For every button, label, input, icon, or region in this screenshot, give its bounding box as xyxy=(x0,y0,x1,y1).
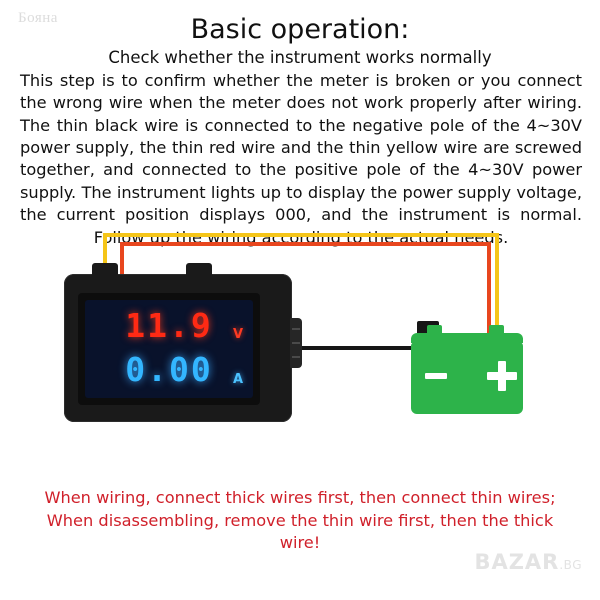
page-title: Basic operation: xyxy=(190,14,410,45)
meter-screen xyxy=(85,300,253,398)
battery-negative-terminal xyxy=(427,325,442,334)
page-subtitle: Check whether the instrument works normally xyxy=(108,48,492,67)
meter-bezel xyxy=(78,293,260,405)
current-readout: 0.00 xyxy=(125,350,213,389)
voltage-readout: 11.9 xyxy=(125,306,213,345)
battery-positive-terminal xyxy=(489,325,504,334)
watermark-bazaar-tld: .BG xyxy=(559,558,582,572)
voltage-unit-label: V xyxy=(232,327,243,342)
meter-tab-left xyxy=(92,263,118,276)
battery-body xyxy=(411,342,523,414)
meter-tab-right xyxy=(186,263,212,276)
watermark-top-left: Бояна xyxy=(18,10,58,26)
body-paragraph: This step is to confirm whether the meter is broken or you connect the wrong wire when the meter does not work properly after wiring. The thin black wire is connected to the negative pole of the 4~30V power supply, the thin red wire and the thin yellow wire are screwed together, and connected to the positive pole of the 4~30V power supply. The instrument lights up to display the power supply voltage, the current position displays 000, and the instrument is normal. Follow up the wiring according to the actual needs. xyxy=(20,71,582,247)
meter-side-connector xyxy=(290,318,302,368)
current-unit-label: A xyxy=(232,372,243,387)
warning-note: When wiring, connect thick wires first, then connect thin wires; When disassembling, remove the thin wire first, then the thick wire! xyxy=(44,488,556,553)
panel-meter xyxy=(64,274,292,422)
watermark-bazaar-brand: BAZAR xyxy=(474,550,560,574)
wiring-illustration xyxy=(0,215,600,475)
watermark-bazaar xyxy=(474,550,582,574)
